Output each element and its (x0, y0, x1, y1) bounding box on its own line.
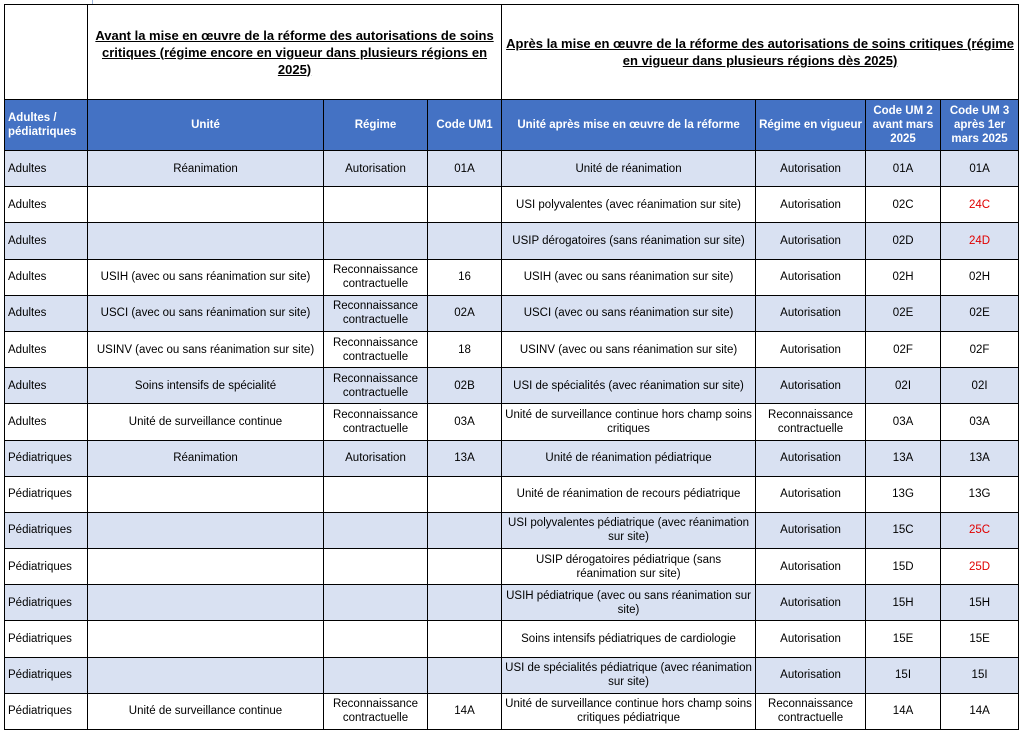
row-um1 (428, 549, 502, 585)
row-regime-after: Autorisation (756, 621, 866, 657)
row-regime (324, 223, 428, 259)
row-unit (88, 657, 324, 693)
row-um2: 15H (866, 585, 941, 621)
before-reform-title-cell (88, 5, 502, 100)
row-um1: 18 (428, 331, 502, 367)
row-regime (324, 621, 428, 657)
row-um3: 24C (941, 187, 1019, 223)
codes-um-table (4, 4, 1019, 730)
table-row (5, 549, 1019, 585)
row-category: Adultes (5, 187, 88, 223)
table-row (5, 368, 1019, 404)
row-unit-after: USIP dérogatoires (sans réanimation sur site) (502, 223, 756, 259)
row-unit-after: USI polyvalentes (avec réanimation sur site) (502, 187, 756, 223)
table-row (5, 621, 1019, 657)
row-regime-after: Autorisation (756, 549, 866, 585)
document-table-container (4, 4, 1018, 730)
row-unit: Unité de surveillance continue (88, 693, 324, 729)
row-unit: USINV (avec ou sans réanimation sur site) (88, 331, 324, 367)
row-um1 (428, 223, 502, 259)
row-regime-after: Autorisation (756, 331, 866, 367)
row-category: Adultes (5, 259, 88, 295)
row-um1 (428, 657, 502, 693)
row-regime-after: Autorisation (756, 512, 866, 548)
row-um1: 13A (428, 440, 502, 476)
after-reform-title: Après la mise en œuvre de la réforme des autorisations de soins critiques (régime en vigueur dans plusieurs régions dès 2025) (506, 36, 1014, 68)
row-regime: Reconnaissance contractuelle (324, 368, 428, 404)
row-unit-after: USIP dérogatoires pédiatrique (sans réanimation sur site) (502, 549, 756, 585)
table-row (5, 404, 1019, 440)
row-unit-after: Unité de réanimation de recours pédiatrique (502, 476, 756, 512)
row-regime-after: Autorisation (756, 440, 866, 476)
row-um2: 15D (866, 549, 941, 585)
row-regime: Reconnaissance contractuelle (324, 295, 428, 331)
row-unit-after: USI polyvalentes pédiatrique (avec réanimation sur site) (502, 512, 756, 548)
row-um1 (428, 621, 502, 657)
row-regime-after: Reconnaissance contractuelle (756, 693, 866, 729)
row-unit-after: USI de spécialités (avec réanimation sur site) (502, 368, 756, 404)
row-unit-after: USIH (avec ou sans réanimation sur site) (502, 259, 756, 295)
row-unit: USIH (avec ou sans réanimation sur site) (88, 259, 324, 295)
row-um3: 03A (941, 404, 1019, 440)
row-regime: Autorisation (324, 151, 428, 187)
row-unit (88, 187, 324, 223)
row-regime: Reconnaissance contractuelle (324, 693, 428, 729)
table-row (5, 331, 1019, 367)
row-unit: USCI (avec ou sans réanimation sur site) (88, 295, 324, 331)
row-um1: 14A (428, 693, 502, 729)
row-regime-after: Autorisation (756, 657, 866, 693)
row-unit-after: USINV (avec ou sans réanimation sur site) (502, 331, 756, 367)
row-um3: 25C (941, 512, 1019, 548)
row-category: Pédiatriques (5, 693, 88, 729)
col-header-um1: Code UM1 (428, 100, 502, 151)
table-row (5, 693, 1019, 729)
row-regime-after: Autorisation (756, 187, 866, 223)
row-category: Adultes (5, 295, 88, 331)
row-category: Pédiatriques (5, 621, 88, 657)
row-um3: 14A (941, 693, 1019, 729)
row-category: Adultes (5, 404, 88, 440)
row-um2: 14A (866, 693, 941, 729)
row-unit: Unité de surveillance continue (88, 404, 324, 440)
row-unit-after: Soins intensifs pédiatriques de cardiologie (502, 621, 756, 657)
row-um3: 15H (941, 585, 1019, 621)
row-um1 (428, 512, 502, 548)
row-regime: Autorisation (324, 440, 428, 476)
row-um2: 02H (866, 259, 941, 295)
row-unit-after: Unité de surveillance continue hors champ soins critiques (502, 404, 756, 440)
row-regime (324, 512, 428, 548)
row-um3: 02E (941, 295, 1019, 331)
row-um1: 02A (428, 295, 502, 331)
row-regime-after: Reconnaissance contractuelle (756, 404, 866, 440)
row-category: Adultes (5, 368, 88, 404)
table-row (5, 259, 1019, 295)
table-body (5, 151, 1019, 730)
row-um2: 13A (866, 440, 941, 476)
row-um2: 02C (866, 187, 941, 223)
row-um2: 02I (866, 368, 941, 404)
row-unit (88, 476, 324, 512)
row-category: Adultes (5, 223, 88, 259)
row-category: Pédiatriques (5, 476, 88, 512)
row-unit (88, 512, 324, 548)
row-um2: 01A (866, 151, 941, 187)
table-row (5, 657, 1019, 693)
table-row (5, 476, 1019, 512)
row-um3: 02H (941, 259, 1019, 295)
row-unit: Réanimation (88, 440, 324, 476)
row-regime: Reconnaissance contractuelle (324, 331, 428, 367)
row-um3: 15I (941, 657, 1019, 693)
col-header-regime: Régime (324, 100, 428, 151)
row-regime-after: Autorisation (756, 259, 866, 295)
after-reform-title-cell (502, 5, 1019, 100)
row-regime: Reconnaissance contractuelle (324, 259, 428, 295)
section-header-row (5, 5, 1019, 100)
row-um2: 02E (866, 295, 941, 331)
row-um3: 02I (941, 368, 1019, 404)
row-regime-after: Autorisation (756, 476, 866, 512)
row-category: Pédiatriques (5, 657, 88, 693)
row-category: Pédiatriques (5, 512, 88, 548)
row-unit-after: USIH pédiatrique (avec ou sans réanimation sur site) (502, 585, 756, 621)
row-um1 (428, 187, 502, 223)
row-regime (324, 187, 428, 223)
row-regime (324, 476, 428, 512)
row-um3: 02F (941, 331, 1019, 367)
column-header-row (5, 100, 1019, 151)
row-um2: 15E (866, 621, 941, 657)
table-row (5, 223, 1019, 259)
row-regime-after: Autorisation (756, 223, 866, 259)
row-category: Adultes (5, 151, 88, 187)
col-header-unit: Unité (88, 100, 324, 151)
col-header-um2: Code UM 2 avant mars 2025 (866, 100, 941, 151)
row-um2: 15C (866, 512, 941, 548)
row-um1: 16 (428, 259, 502, 295)
row-unit: Soins intensifs de spécialité (88, 368, 324, 404)
row-unit: Réanimation (88, 151, 324, 187)
row-regime (324, 585, 428, 621)
row-regime-after: Autorisation (756, 368, 866, 404)
row-um1: 01A (428, 151, 502, 187)
row-category: Pédiatriques (5, 585, 88, 621)
row-um1 (428, 476, 502, 512)
row-category: Pédiatriques (5, 549, 88, 585)
table-row (5, 187, 1019, 223)
table-row (5, 512, 1019, 548)
row-regime (324, 549, 428, 585)
row-unit (88, 223, 324, 259)
col-header-um3: Code UM 3 après 1er mars 2025 (941, 100, 1019, 151)
row-um3: 13A (941, 440, 1019, 476)
row-um1: 02B (428, 368, 502, 404)
before-reform-title: Avant la mise en œuvre de la réforme des autorisations de soins critiques (régime encore en vigueur dans plusieurs régions en 2025) (95, 27, 494, 77)
row-category: Adultes (5, 331, 88, 367)
row-unit-after: USI de spécialités pédiatrique (avec réanimation sur site) (502, 657, 756, 693)
row-unit-after: Unité de surveillance continue hors champ soins critiques pédiatrique (502, 693, 756, 729)
row-um2: 13G (866, 476, 941, 512)
row-regime-after: Autorisation (756, 585, 866, 621)
row-unit-after: Unité de réanimation (502, 151, 756, 187)
table-row (5, 295, 1019, 331)
col-header-regime-after: Régime en vigueur (756, 100, 866, 151)
row-um2: 15I (866, 657, 941, 693)
row-unit-after: Unité de réanimation pédiatrique (502, 440, 756, 476)
section-header-blank (5, 5, 88, 100)
row-um3: 13G (941, 476, 1019, 512)
row-unit (88, 621, 324, 657)
row-unit-after: USCI (avec ou sans réanimation sur site) (502, 295, 756, 331)
row-um2: 03A (866, 404, 941, 440)
row-um3: 01A (941, 151, 1019, 187)
row-um2: 02F (866, 331, 941, 367)
table-row (5, 151, 1019, 187)
row-um2: 02D (866, 223, 941, 259)
row-category: Pédiatriques (5, 440, 88, 476)
row-um3: 24D (941, 223, 1019, 259)
row-um3: 25D (941, 549, 1019, 585)
row-um1 (428, 585, 502, 621)
row-um1: 03A (428, 404, 502, 440)
row-regime: Reconnaissance contractuelle (324, 404, 428, 440)
row-um3: 15E (941, 621, 1019, 657)
table-row (5, 440, 1019, 476)
col-header-unit-after: Unité après mise en œuvre de la réforme (502, 100, 756, 151)
table-row (5, 585, 1019, 621)
row-regime-after: Autorisation (756, 151, 866, 187)
col-header-category: Adultes / pédiatriques (5, 100, 88, 151)
row-unit (88, 549, 324, 585)
row-regime (324, 657, 428, 693)
row-unit (88, 585, 324, 621)
row-regime-after: Autorisation (756, 295, 866, 331)
